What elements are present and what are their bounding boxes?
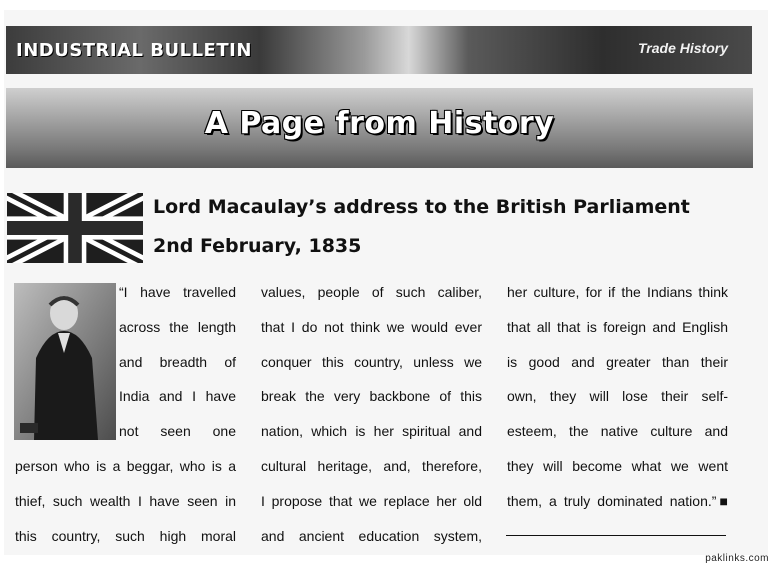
text-line: them, a truly dominated nation.”■	[507, 492, 728, 509]
text-line: is good and greater than their	[507, 353, 728, 370]
text-line: person who is a beggar, who is a	[15, 458, 236, 474]
column-3	[507, 275, 728, 519]
portrait-photo	[14, 283, 116, 440]
column-1-bottom	[15, 449, 236, 553]
text-line: they will become what we went	[507, 457, 728, 474]
bulletin-header	[6, 26, 752, 74]
text-line: not seen one	[119, 423, 236, 440]
text-line: that I do not think we would ever	[261, 318, 482, 335]
page-title: A Page from History	[204, 106, 555, 141]
article-date: 2nd February, 1835	[153, 235, 362, 257]
text-line: values, people of such caliber,	[261, 284, 482, 300]
text-line: across the length	[119, 318, 236, 335]
union-jack-icon	[7, 193, 143, 263]
text-line: India and I have	[119, 388, 236, 405]
end-rule	[506, 535, 726, 536]
column-1-top	[119, 275, 236, 449]
text-line: that all that is foreign and English	[507, 318, 728, 335]
text-line: her culture, for if the Indians think	[507, 284, 728, 300]
text-line: I propose that we replace her old	[261, 492, 482, 509]
text-line: and ancient education system,	[261, 527, 482, 544]
text-line: and breadth of	[119, 353, 236, 370]
text-line: esteem, the native culture and	[507, 423, 728, 440]
text-line: break the very backbone of this	[261, 388, 482, 405]
text-line: this country, such high moral	[15, 527, 236, 544]
page-banner	[6, 88, 753, 168]
text-line: conquer this country, unless we	[261, 353, 482, 370]
article-headline: Lord Macaulay’s address to the British Parliament	[153, 196, 690, 218]
section-label: Trade History	[638, 40, 728, 56]
column-2	[261, 275, 482, 553]
bulletin-title: INDUSTRIAL BULLETIN	[16, 40, 252, 61]
text-line: “I have travelled	[119, 284, 236, 300]
text-line: cultural heritage, and, therefore,	[261, 457, 482, 474]
text-line: own, they will lose their self-	[507, 388, 728, 405]
watermark-text: paklinks.com	[705, 553, 769, 564]
text-line: nation, which is her spiritual and	[261, 423, 482, 440]
text-line: thief, such wealth I have seen in	[15, 492, 236, 509]
